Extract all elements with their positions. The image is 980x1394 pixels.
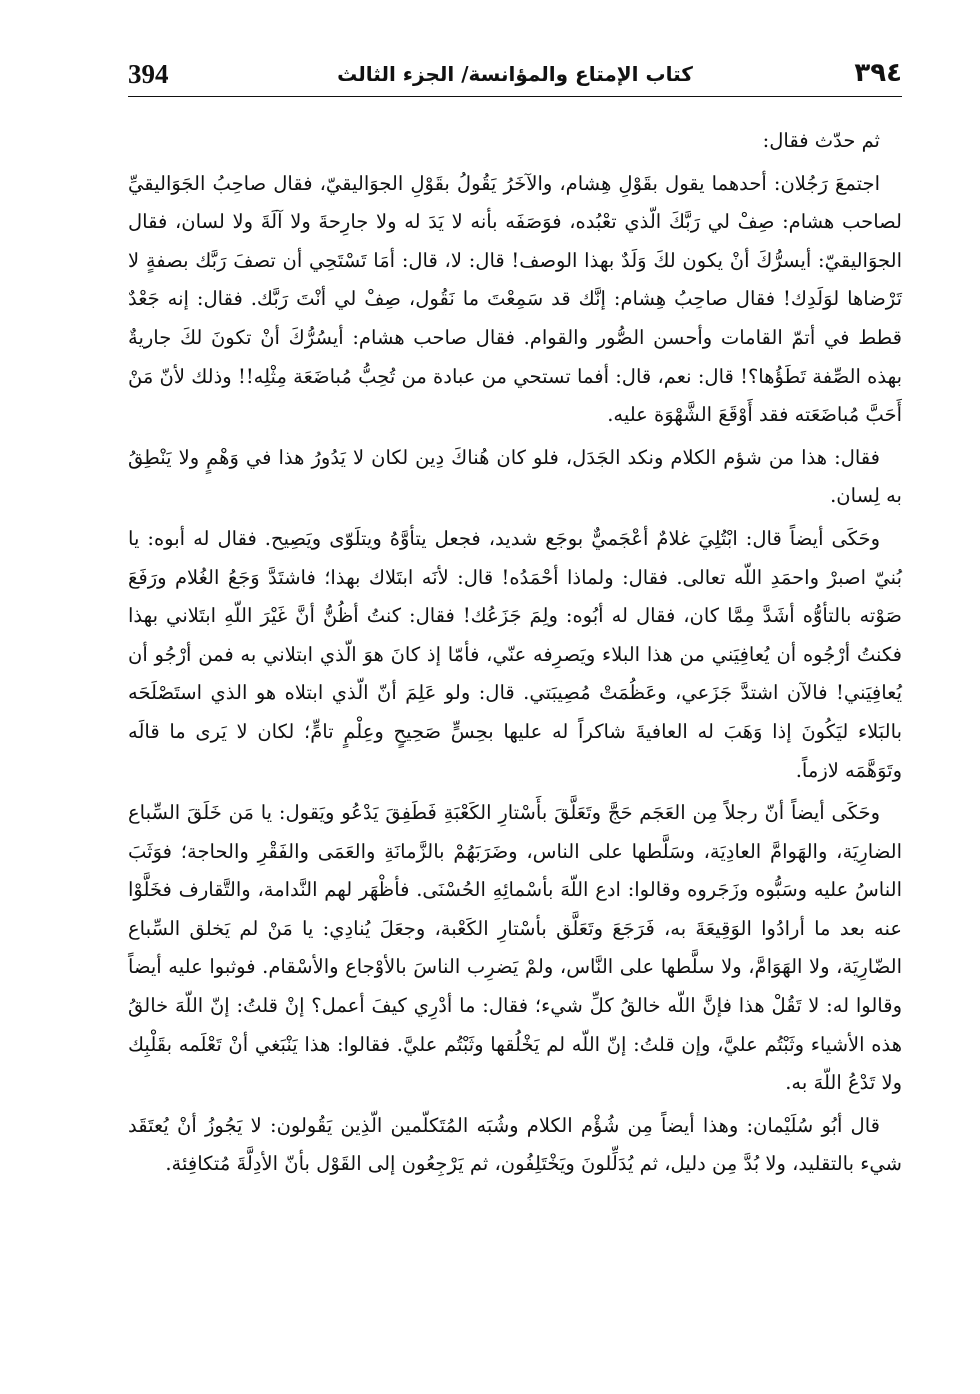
page-number-arabic: ٣٩٤ [854,58,902,88]
paragraph-abu-sulayman: قال أبُو سُلَيْمان: وهذا أيضاً مِن شُؤْم الكلام وشُبَه المُتَكلّمين الّذِين يَقُولون: لا يَجُوزُ أنْ يُعتَقَد شيء بالتقليد، ولا بُدَّ مِن دليل، ثم يُدَلِّلونَ ويَخْتَلِفُون، ثم يَرْجِعُون إلى القَوْل بأنّ الأدِلَّةَ مُتكافِئة. [128,1113,902,1176]
paragraph-two-men: اجتمعَ رَجُلان: أحدهما يقول بقَوْلِ هِشام، والآخَرُ يَقُولُ بقَوْلِ الجوَاليقيّ، فقال صاحِبُ الجَوَاليقيِّ لصاحب هشام: صِفْ لي رَبَّكَ الّذي تعْبُده، فوَصَفَه بأنه لا يَدَ له ولا جارِحةَ ولا آلَةَ ولا لسان، فقال الجوَاليقيّ: أيسرُّكَ أنْ يكون لكَ وَلَدٌ بهذا الوصف! قال: لا، قال: أمَا تَسْتَحِي أن تصفَ رَبَّك بصفةٍ لا تَرْضاها لوَلَدِك! فقال صاحِبُ هِشام: إنَّك قد سَمِعْتَ ما نَقُول، صِفْ لي أنْتَ رَبَّك. فقال: إنه جَعْدٌ قطط في أتمّ القامات وأحسن الصُّور والقوام. فقال صاحب هشام: أيسُرُّكَ أنْ تكونَ لكَ جاريةٌ بهذه الصِّفة تَطَؤُها؟! قال: نعم، قال: أفما تستحي من عبادة من تُحِبُّ مُباضَعَة مِثْلِه!! وذلك لأنّ مَنْ أَحَبَّ مُباضَعَته فقد أَوْقَعَ الشَّهْوَة عليه. [128,171,902,427]
paragraph-pilgrim: وحَكَى أيضاً أنّ رجلاً مِن العَجَم حَجَّ وتَعَلَّقَ بأَسْتارِ الكَعْبَةِ فَطَفِقَ يَدْعُو ويَقول: يا مَن خَلَقَ السِّباع الضارِيَة، والهَوامَّ العادِيَة، وسَلَّطها على الناس، وضَرَبَهُمْ بالزَّمانَةِ والعَمَى والفَقْرِ والحاجة؛ فوَثَبَ الناسُ عليه وسَبُّوه وزَجَروه وقالوا: ادع اللّهَ بأسْمائِهِ الحُسْنَى. فأظْهَر لهم النَّدامة، والتَّقارف فخَلَّوْا عنه بعد ما أرادُوا الوَقِيعَةَ به، فَرَجَعَ وتَعَلَّق بأسْتارِ الكَعْبة، وجعَلَ يُنادِي: يا مَنْ لم يَخلق السِّباع الضّارِيَة، ولا الهَوَامَّ، ولا سلَّطها على النَّاس، ولمْ يَضرِب الناسَ بالأوْجاع والأسْقام. فوثبوا عليه أيضاً وقالوا له: لا تَقُلْ هذا فإنَّ اللّه خالقُ كلِّ شيء؛ فقال: ما أدْرِي كيفَ أعمل؟ إنْ قلتُ: إنّ اللّهَ خالقُ هذه الأشياء وثَبْتُم عليَّ، وإن قلتُ: إنّ اللّه لم يَخْلُقها وثَبْتُم عليَّ. فقالوا: هذا يَنْبَغي أنْ تَعْلَمه بقَلْبِك ولا تَدْعُ اللّهَ به. [128,801,902,1095]
page-number-latin: 394 [128,59,169,89]
paragraph-boy: وحَكَى أيضاً قال: ابْتُلِيَ غلامٌ أعْجَميٌّ بوجَع شديد، فجعل يتأوَّهُ ويتلَوّى ويَصِيح. فقال له أبوه: يا بُنيّ اصبرْ واحمَدِ اللّه تعالى. فقال: ولماذا أحْمَدُه! قال: لأنَه ابتَلاك بهذا؛ فاشتَدَّ وَجَعُ الغُلام ورَفَعَ صَوْته بالتأوُّه أشَدَّ مِمَّا كان، فقال له أبُوه: ولِمَ جَزَعُك! فقال: كنتُ أظُنُّ أنَّ غَيْرَ اللّهِ ابتَلاني بهذا فكنتُ أرْجُوه أن يُعافِيَني من هذا البلاء ويَصرِفه عنّي، فأمّا إذ كانَ هوَ الّذي ابتلاني به فمن أرْجُو أن يُعافِيَني! فالآن اشتدَّ جَزَعي، وعَظُمَتْ مُصِيبَتي. قال: ولو عَلِمَ أنّ الّذي ابتلاه هو الذي استَصْلَحَه بالبَلاء ليَكُونَ إذا وَهَبَ له العافيةَ شاكراً له عليها بحِسٍّ صَحِيحٍ وعِلْمٍ تامٍّ؛ لكان لا يَرى ما قالَه وتَوَهَّمَه لازماً. [128,526,902,782]
paragraph-comment: فقال: هذا من شؤم الكلام ونكد الجَدَل، فلو كان هُناكَ دِين لكان لا يَدُورُ هذا في وَهْمٍ ولا يَنْطِقُ به لِسان. [128,445,902,508]
paragraph-intro: ثم حدّث فقال: [762,129,880,152]
running-title: كتاب الإمتاع والمؤانسة/ الجزء الثالث [337,62,693,86]
page-header [128,56,902,97]
body-text [128,122,902,1188]
